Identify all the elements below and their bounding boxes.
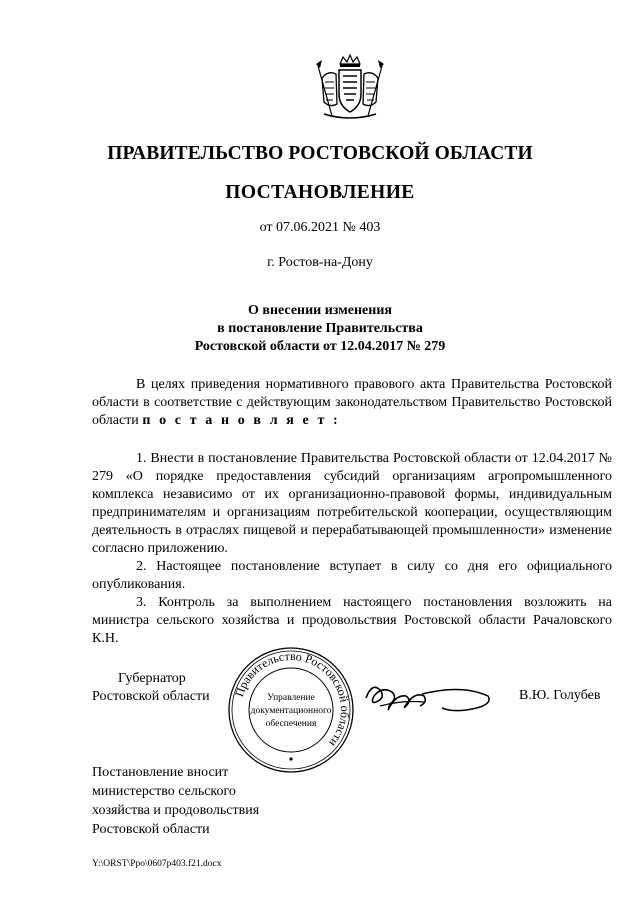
preamble-paragraph xyxy=(92,376,612,430)
item-1-paragraph: 1. Внести в постановление Правительства Ростовской области от 12.04.2017 № 279 «О порядке предоставления субсидий организациям агропромышленного комплекса независимо от их организационно-правовой формы, индивидуальным предпринимателям и организациям потребительской кооперации, осуществляющим деятельность в отраслях пищевой и перерабатывающей промышленности» изменение согласно приложению. xyxy=(92,451,612,556)
official-stamp-icon xyxy=(226,645,356,775)
subject-line-2: в постановление Правительства xyxy=(217,321,423,336)
contributor-block xyxy=(92,763,352,839)
contributor-line-2: министерство сельского xyxy=(92,784,236,799)
government-title: ПРАВИТЕЛЬСТВО РОСТОВСКОЙ ОБЛАСТИ xyxy=(107,143,533,164)
signatory-position-line-1: Губернатор xyxy=(118,671,186,686)
coat-of-arms-icon xyxy=(310,54,390,122)
subject-line-3: Ростовской области от 12.04.2017 № 279 xyxy=(194,339,446,354)
stamp-ring-text: Правительство Ростовской области xyxy=(232,648,353,750)
document-type: ПОСТАНОВЛЕНИЕ xyxy=(225,182,415,203)
preamble-text: В целях приведения нормативного правового акта Правительства Ростовской области в соответствие с действующим законодательством Правительство Ростовской области xyxy=(92,377,612,428)
footer-file-path: Y:\ORST\Ppo\0607p403.f21.docx xyxy=(92,859,222,869)
subject-line-1: О внесении изменения xyxy=(248,303,392,318)
preamble-decree-word: п о с т а н о в л я е т : xyxy=(142,413,341,428)
stamp-inner-line-2: документационного xyxy=(250,706,332,716)
contributor-line-3: хозяйства и продовольствия xyxy=(92,803,260,818)
signatory-position-line-2: Ростовской области xyxy=(92,689,210,704)
signatory-name: В.Ю. Голубев xyxy=(519,688,601,703)
document-subject xyxy=(0,302,640,356)
handwritten-signature-icon xyxy=(362,672,497,720)
item-3-paragraph: 3. Контроль за выполнением настоящего постановления возложить на министра сельского хозяйства и продовольствия Ростовской области Рачаловского К.Н. xyxy=(92,595,612,646)
stamp-inner-line-3: обеспечения xyxy=(265,719,317,729)
contributor-line-4: Ростовской области xyxy=(92,822,210,837)
document-city: г. Ростов-на-Дону xyxy=(267,255,373,270)
item-2-paragraph: 2. Настоящее постановление вступает в силу со дня его официального опубликования. xyxy=(92,559,612,592)
signatory-position xyxy=(92,670,242,706)
document-body xyxy=(92,376,612,648)
document-date-number: от 07.06.2021 № 403 xyxy=(259,220,381,235)
contributor-line-1: Постановление вносит xyxy=(92,765,229,780)
stamp-inner-line-1: Управление xyxy=(267,693,315,703)
